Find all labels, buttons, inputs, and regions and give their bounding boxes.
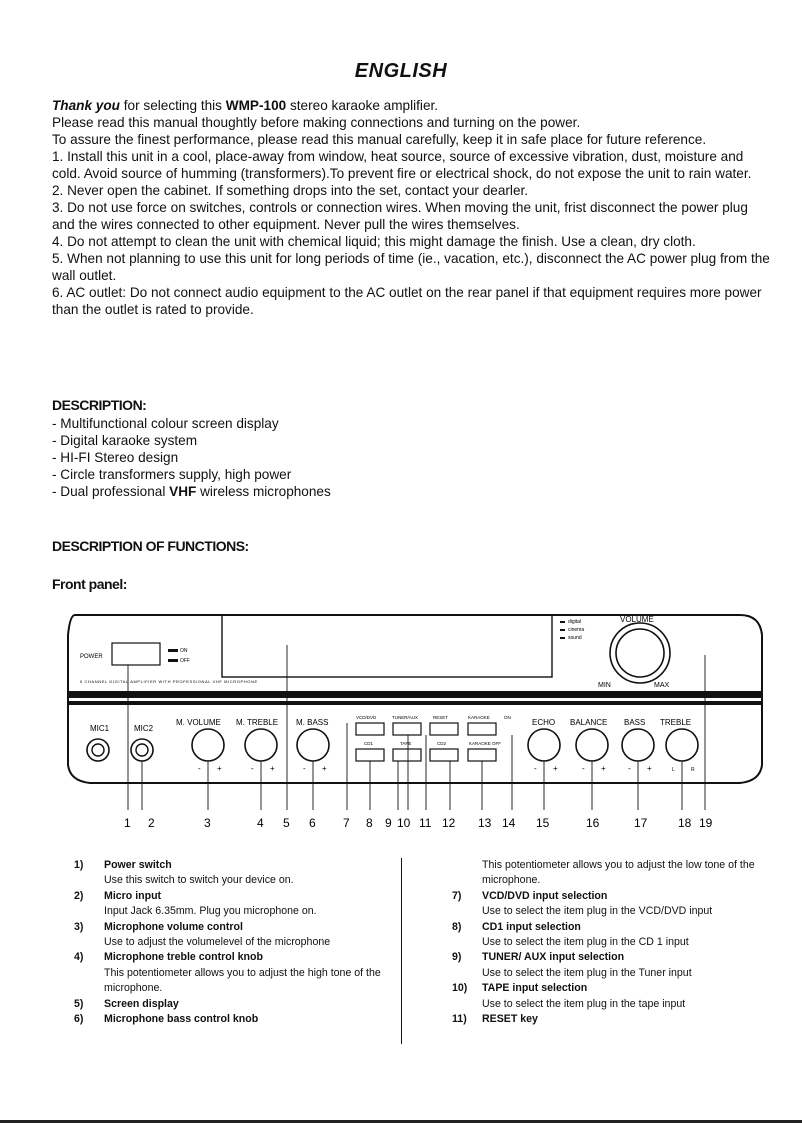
callout-item [74,997,404,1012]
panel-divider [68,691,762,698]
callout-title: VCD/DVD input selection [482,889,608,902]
intro-line: 6. AC outlet: Do not connect audio equipment to the AC outlet on the rear panel if that equipment requires more power than the outlet is rated to provide. [52,285,762,317]
callout-number: 7 [343,816,350,830]
callout-desc: Use to select the item plug in the Tuner input [482,966,692,979]
callout-title: Micro input [104,889,162,902]
column-divider [401,858,402,1044]
callout-title: Screen display [104,997,179,1010]
treble-knob[interactable] [666,729,698,761]
desc-text: - Dual professional [52,484,170,499]
thank-you-text: for selecting this [119,98,226,113]
callout-number: 11 [419,816,432,830]
callout-num: 6) [74,1013,84,1026]
description-item [52,483,331,500]
description-item: - Digital karaoke system [52,433,198,448]
description-list [52,415,331,500]
description-item: - HI-FI Stereo design [52,450,179,465]
minus-mark: - [251,764,254,773]
page-heading: ENGLISH [354,60,448,82]
desc-bold: VHF [169,484,197,499]
plus-mark: + [647,764,652,773]
plus-mark: + [217,764,222,773]
intro-line: Please read this manual thoughtly before making connections and turning on the power. [52,115,581,130]
callout-title: CD1 input selection [482,920,581,933]
callout-number: 8 [366,816,373,830]
callout-title: TUNER/ AUX input selection [482,951,625,964]
karaoke-on-label: ON [504,715,511,720]
callout-desc: Use to adjust the volumelevel of the microphone [104,936,331,949]
tape-label: TAPE [400,741,412,746]
panel-casing [68,615,762,783]
mic2-jack-inner [136,744,148,756]
logo-text: cinema [568,627,585,633]
on-label: ON [180,648,188,654]
intro-thank-you [52,97,772,114]
callout-num: 2) [74,889,84,902]
power-switch[interactable] [112,643,160,665]
minus-mark: - [198,764,201,773]
screen-display [222,615,552,677]
tuner-aux-button[interactable] [393,723,421,735]
callout-desc: Use to select the item plug in the CD 1 input [482,936,689,949]
callout-number: 18 [678,816,692,830]
vcd-dvd-button[interactable] [356,723,384,735]
callout-number: 6 [309,816,316,830]
logo-mark [560,637,565,639]
callout-number: 13 [478,816,492,830]
m-bass-label: M. BASS [296,718,329,727]
reset-label: RESET [433,715,449,720]
max-label: MAX [654,682,670,689]
callout-number: 4 [257,816,264,830]
thank-you-bold: Thank you [52,98,120,113]
panel-divider [68,701,762,705]
intro-line: 3. Do not use force on switches, controls or connection wires. When moving the unit, frist disconnect the power plug and the wires connected to other equipment. Never pull the wires themselves. [52,200,748,232]
tape-button[interactable] [393,749,421,761]
callout-desc: This potentiometer allows you to adjust the low tone of the microphone. [482,859,755,887]
minus-mark: - [534,764,537,773]
callout-num: 1) [74,859,84,871]
cd2-label: CD2 [437,741,447,746]
model-name: WMP-100 [225,98,287,113]
callout-number: 12 [442,816,456,830]
mic2-jack[interactable] [131,739,153,761]
callout-title: Microphone bass control knob [104,1013,259,1026]
power-label: POWER [80,654,103,660]
callout-item [74,889,404,904]
min-label: MIN [598,682,611,689]
callout-item [452,950,772,965]
callout-number: 14 [502,816,516,830]
mic-volume-knob[interactable] [192,729,224,761]
callout-desc: This potentiometer allows you to adjust the high tone of the microphone. [104,966,381,995]
logo-mark [560,629,565,631]
plus-mark: + [601,764,606,773]
callout-num: 8) [452,920,462,933]
callout-number: 5 [283,816,290,830]
front-panel-heading: Front panel: [52,576,127,592]
balance-label: BALANCE [570,718,608,727]
thank-you-text-end: stereo karaoke amplifier. [286,98,439,113]
callout-number: 15 [536,816,550,830]
callout-number: 16 [586,816,600,830]
callout-number: 9 [385,816,392,830]
callout-list-right [452,858,772,1027]
karaoke-label: KARAOKE [468,715,490,720]
callout-item [452,920,772,935]
volume-knob-ring [610,623,670,683]
mic1-jack-inner [92,744,104,756]
callout-desc: Use this switch to switch your device on. [104,874,294,887]
plus-mark: + [553,764,558,773]
callout-item [74,920,404,935]
callout-num: 5) [74,997,84,1010]
callout-desc: Input Jack 6.35mm. Plug you microphone on. [104,905,317,918]
m-treble-label: M. TREBLE [236,718,279,727]
intro-line: 1. Install this unit in a cool, place-away from window, heat source, source of excessive vibration, dust, moisture and cold. Avoid source of humming (transformers).To prevent fire or electrical shock, do not expose the unit to rain water. [52,149,752,181]
intro-section [52,97,772,318]
r-mark: R [691,767,695,773]
cd1-label: CD1 [364,741,374,746]
karaoke-off-button[interactable] [468,749,496,761]
callout-title: TAPE input selection [482,982,588,995]
front-panel-diagram [50,595,766,845]
mic-bass-knob[interactable] [297,729,329,761]
desc-text: wireless microphones [196,484,331,499]
callout-item [452,981,772,996]
callout-num: 11) [452,1013,467,1026]
callout-num: 3) [74,920,84,933]
mic1-label: MIC1 [90,724,110,733]
reset-button[interactable] [430,723,458,735]
callout-item [74,1012,404,1027]
mic2-label: MIC2 [134,724,154,733]
callout-num: 10) [452,982,468,995]
callout-item [74,858,404,873]
mic1-jack[interactable] [87,739,109,761]
minus-mark: - [628,764,631,773]
logo-mark [560,621,565,623]
callout-number: 3 [204,816,211,830]
l-mark: L [672,767,675,773]
echo-label: ECHO [532,718,556,727]
callout-title: RESET key [482,1013,538,1026]
cd2-button[interactable] [430,749,458,761]
logo-text: digital [568,619,582,625]
callout-number: 10 [397,816,411,830]
bass-knob[interactable] [622,729,654,761]
off-label: OFF [180,658,190,664]
description-item: - Circle transformers supply, high power [52,467,292,482]
callout-list-left [74,858,404,1027]
intro-line: 4. Do not attempt to clean the unit with chemical liquid; this might damage the finish. Use a clean, dry cloth. [52,234,696,249]
callout-desc: Use to select the item plug in the tape input [482,997,686,1010]
m-volume-label: M. VOLUME [176,718,221,727]
callout-number: 1 [124,816,131,830]
plus-mark: + [270,764,275,773]
leader-lines [128,645,705,810]
cd1-button[interactable] [356,749,384,761]
callout-number: 19 [699,816,713,830]
callout-title: Power switch [104,859,172,871]
logo-text: sound [568,635,582,641]
minus-mark: - [582,764,585,773]
callout-title: Microphone treble control knob [104,951,263,964]
callout-num: 9) [452,951,462,964]
off-indicator [168,659,178,662]
intro-line: To assure the finest performance, please read this manual carefully, keep it in safe place for future reference. [52,132,707,147]
description-item: - Multifunctional colour screen display [52,416,279,431]
tuner-aux-label: TUNER/AUX [392,715,419,720]
bass-label: BASS [624,718,646,727]
callout-number: 2 [148,816,155,830]
callout-num: 7) [452,889,462,902]
functions-heading: DESCRIPTION OF FUNCTIONS: [52,538,249,554]
karaoke-switch[interactable] [468,723,496,735]
callout-num: 4) [74,951,84,964]
minus-mark: - [303,764,306,773]
model-strip-text: 5 CHANNEL DIGITAL AMPLIFIER WITH PROFESSIONAL VHF MICROPHONE [80,679,258,684]
on-indicator [168,649,178,652]
description-heading: DESCRIPTION: [52,397,147,413]
vcd-dvd-label: VCD/DVD [356,715,377,720]
callout-numbers [124,816,713,830]
callout-item [452,889,772,904]
echo-knob[interactable] [528,729,560,761]
callout-item [452,1012,772,1027]
karaoke-off-label: KARAOKE OFF [469,741,502,746]
callout-item [74,950,404,965]
intro-line: 2. Never open the cabinet. If something drops into the set, contact your dearler. [52,183,529,198]
mic-treble-knob[interactable] [245,729,277,761]
callout-number: 17 [634,816,648,830]
treble-label: TREBLE [660,718,692,727]
intro-line: 5. When not planning to use this unit for long periods of time (ie., vacation, etc.), disconnect the AC power plug from the wall outlet. [52,251,770,283]
callout-title: Microphone volume control [104,920,243,933]
callout-desc: Use to select the item plug in the VCD/DVD input [482,905,713,918]
balance-knob[interactable] [576,729,608,761]
volume-knob[interactable] [616,629,664,677]
volume-label: VOLUME [620,615,654,624]
plus-mark: + [322,764,327,773]
